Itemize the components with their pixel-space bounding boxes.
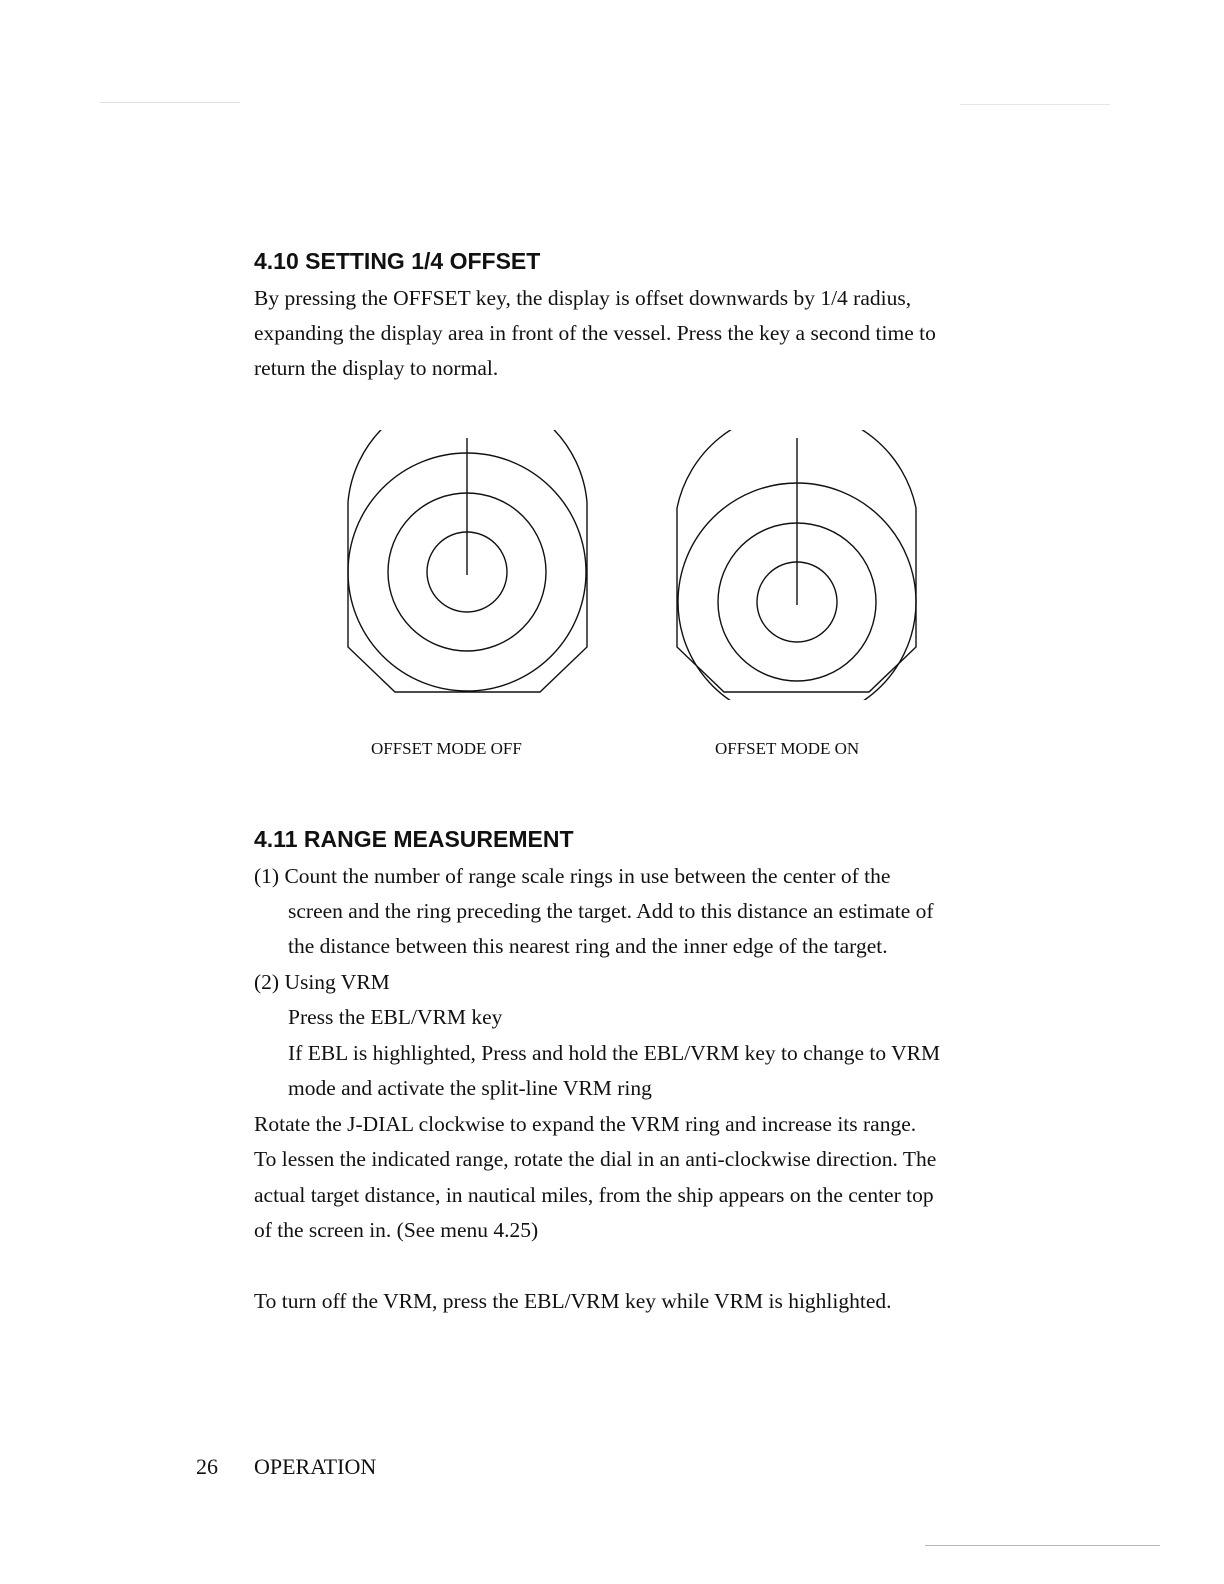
list-item-2-line: mode and activate the split-line VRM ring bbox=[288, 1076, 652, 1100]
footer-section-title: OPERATION bbox=[254, 1454, 377, 1479]
scan-artifact-bottom-right bbox=[925, 1545, 1160, 1546]
section-heading-4-10: 4.10 SETTING 1/4 OFFSET bbox=[254, 248, 541, 274]
list-item-2-line: Press the EBL/VRM key bbox=[288, 1005, 503, 1029]
page-number: 26 bbox=[196, 1454, 218, 1479]
offset-off-diagram bbox=[340, 430, 595, 700]
scan-artifact-top-right bbox=[960, 104, 1110, 105]
list-item-1-line: screen and the ring preceding the target. Add to this distance an estimate of bbox=[288, 899, 934, 923]
body-line: expanding the display area in front of the vessel. Press the key a second time to bbox=[254, 321, 936, 345]
scan-artifact-top bbox=[100, 102, 240, 103]
list-item-1-line: the distance between this nearest ring and the inner edge of the target. bbox=[288, 934, 888, 958]
body-line-final: To turn off the VRM, press the EBL/VRM key while VRM is highlighted. bbox=[254, 1289, 892, 1313]
body-line: actual target distance, in nautical miles, from the ship appears on the center top bbox=[254, 1183, 934, 1207]
body-line: By pressing the OFFSET key, the display is offset downwards by 1/4 radius, bbox=[254, 286, 912, 310]
body-line: To lessen the indicated range, rotate the dial in an anti-clockwise direction. The bbox=[254, 1147, 937, 1171]
list-item-1-line: (1) Count the number of range scale rings in use between the center of the bbox=[254, 864, 891, 888]
caption-offset-off: OFFSET MODE OFF bbox=[371, 739, 522, 758]
section-heading-4-11: 4.11 RANGE MEASUREMENT bbox=[254, 826, 574, 852]
body-line: of the screen in. (See menu 4.25) bbox=[254, 1218, 539, 1242]
body-line: return the display to normal. bbox=[254, 356, 499, 380]
offset-on-diagram bbox=[672, 430, 927, 700]
body-line: Rotate the J-DIAL clockwise to expand the VRM ring and increase its range. bbox=[254, 1112, 917, 1136]
list-item-2-line: If EBL is highlighted, Press and hold the EBL/VRM key to change to VRM bbox=[288, 1041, 941, 1065]
caption-offset-on: OFFSET MODE ON bbox=[715, 739, 860, 758]
list-item-2-line: (2) Using VRM bbox=[254, 970, 390, 994]
